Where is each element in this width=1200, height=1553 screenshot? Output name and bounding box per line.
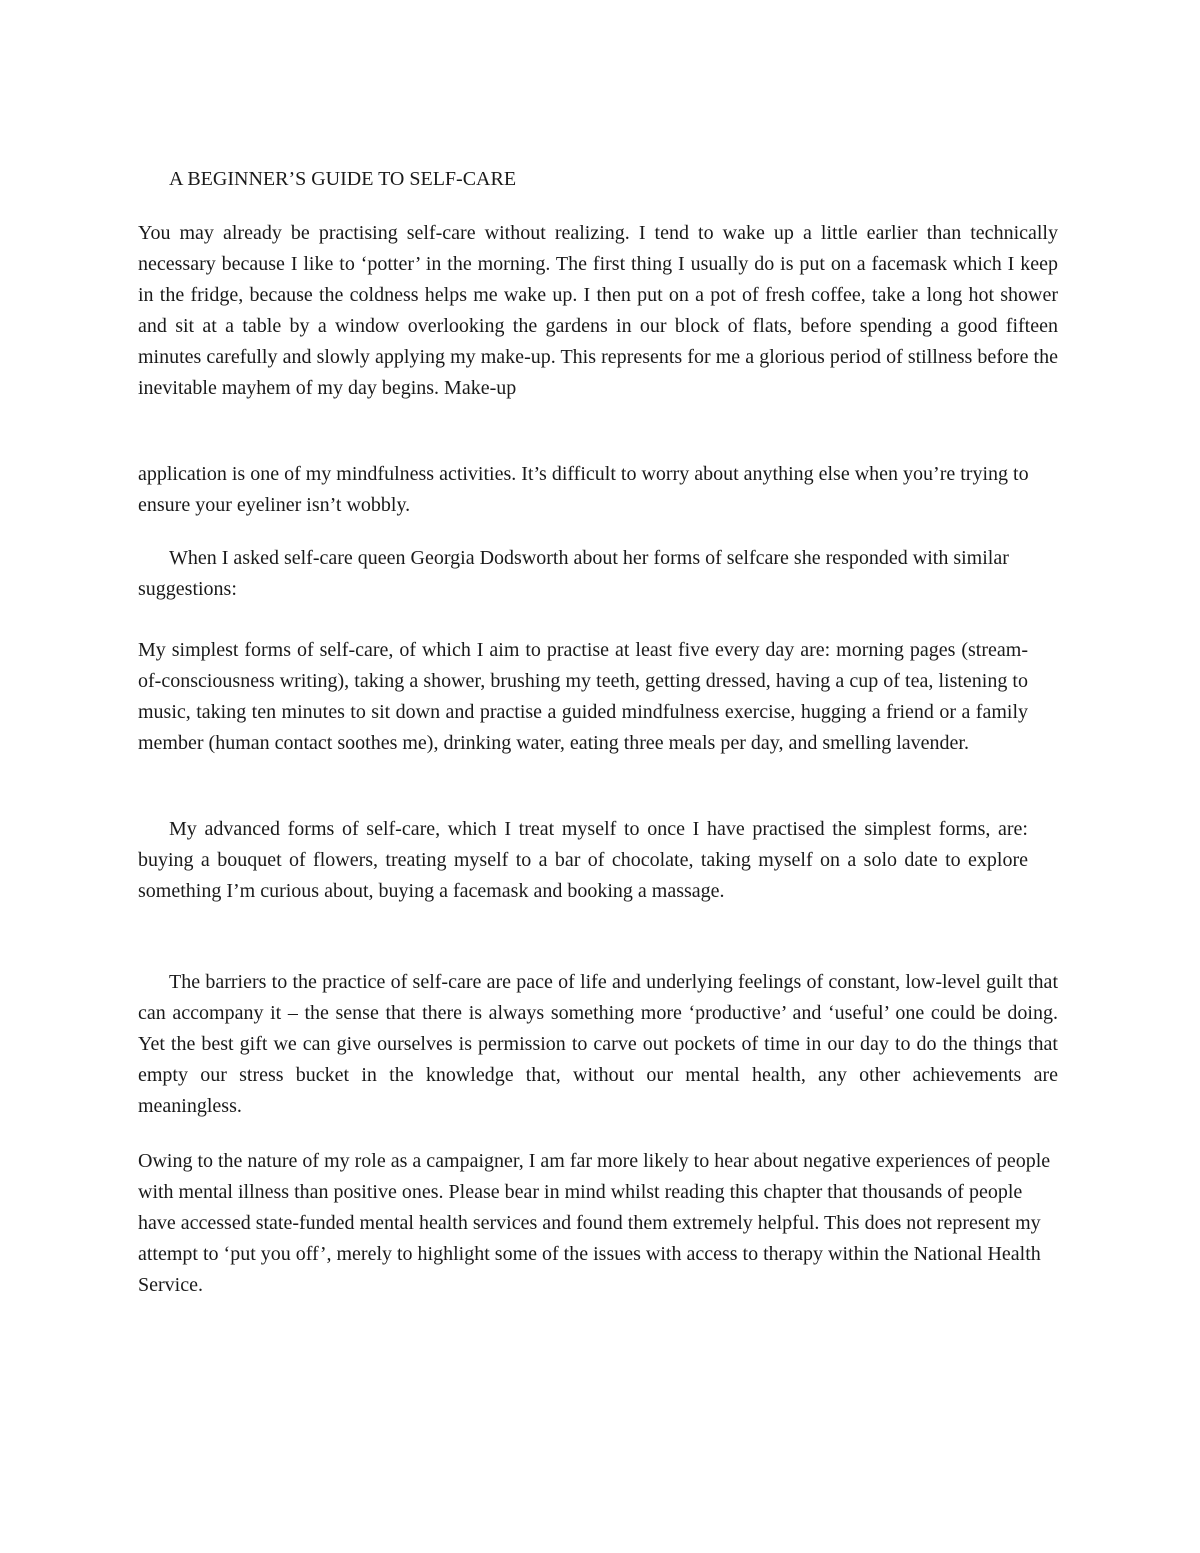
paragraph-morning-routine: You may already be practising self-care without realizing. I tend to wake up a little earlier than technically necessary because I like to ‘potter’ in the morning. The first thing I usually do is put on a facemask which I keep in the fridge, because the coldness helps me wake up. I then put on a pot of fresh coffee, take a long hot shower and sit at a table by a window overlooking the gardens in our block of flats, before spending a good fifteen minutes carefully and slowly applying my make-up. This represents for me a glorious period of stillness before the inevitable mayhem of my day begins. Make-up bbox=[138, 222, 1058, 399]
paragraph-georgia-intro: When I asked self-care queen Georgia Dodsworth about her forms of selfcare she responded with similar suggestions: bbox=[138, 547, 1009, 600]
document-title: A BEGINNER’S GUIDE TO SELF-CARE bbox=[169, 168, 517, 190]
paragraph-campaigner-note: Owing to the nature of my role as a campaigner, I am far more likely to hear about negative experiences of people with mental illness than positive ones. Please bear in mind whilst reading this chapter that thousands of people have accessed state-funded mental health services and found them extremely helpful. This does not represent my attempt to ‘put you off’, merely to highlight some of the issues with access to therapy within the National Health Service. bbox=[138, 1150, 1051, 1296]
paragraph-simplest-forms: My simplest forms of self-care, of which I aim to practise at least five every day are: morning pages (stream-of-consciousness writing), taking a shower, brushing my teeth, getting dressed, having a cup of tea, listening to music, taking ten minutes to sit down and practise a guided mindfulness exercise, hugging a friend or a family member (human contact soothes me), drinking water, eating three meals per day, and smelling lavender. bbox=[138, 639, 1028, 754]
paragraph-barriers: The barriers to the practice of self-care are pace of life and underlying feelings of constant, low-level guilt that can accompany it – the sense that there is always something more ‘productive’ and ‘useful’ one could be doing. Yet the best gift we can give ourselves is permission to carve out pockets of time in our day to do the things that empty our stress bucket in the knowledge that, without our mental health, any other achievements are meaningless. bbox=[138, 971, 1058, 1117]
paragraph-mindfulness-application: application is one of my mindfulness activities. It’s difficult to worry about anything else when you’re trying to ensure your eyeliner isn’t wobbly. bbox=[138, 463, 1029, 516]
paragraph-advanced-forms: My advanced forms of self-care, which I treat myself to once I have practised the simplest forms, are: buying a bouquet of flowers, treating myself to a bar of chocolate, taking myself on a solo date to explore something I’m curious about, buying a facemask and booking a massage. bbox=[138, 818, 1028, 902]
